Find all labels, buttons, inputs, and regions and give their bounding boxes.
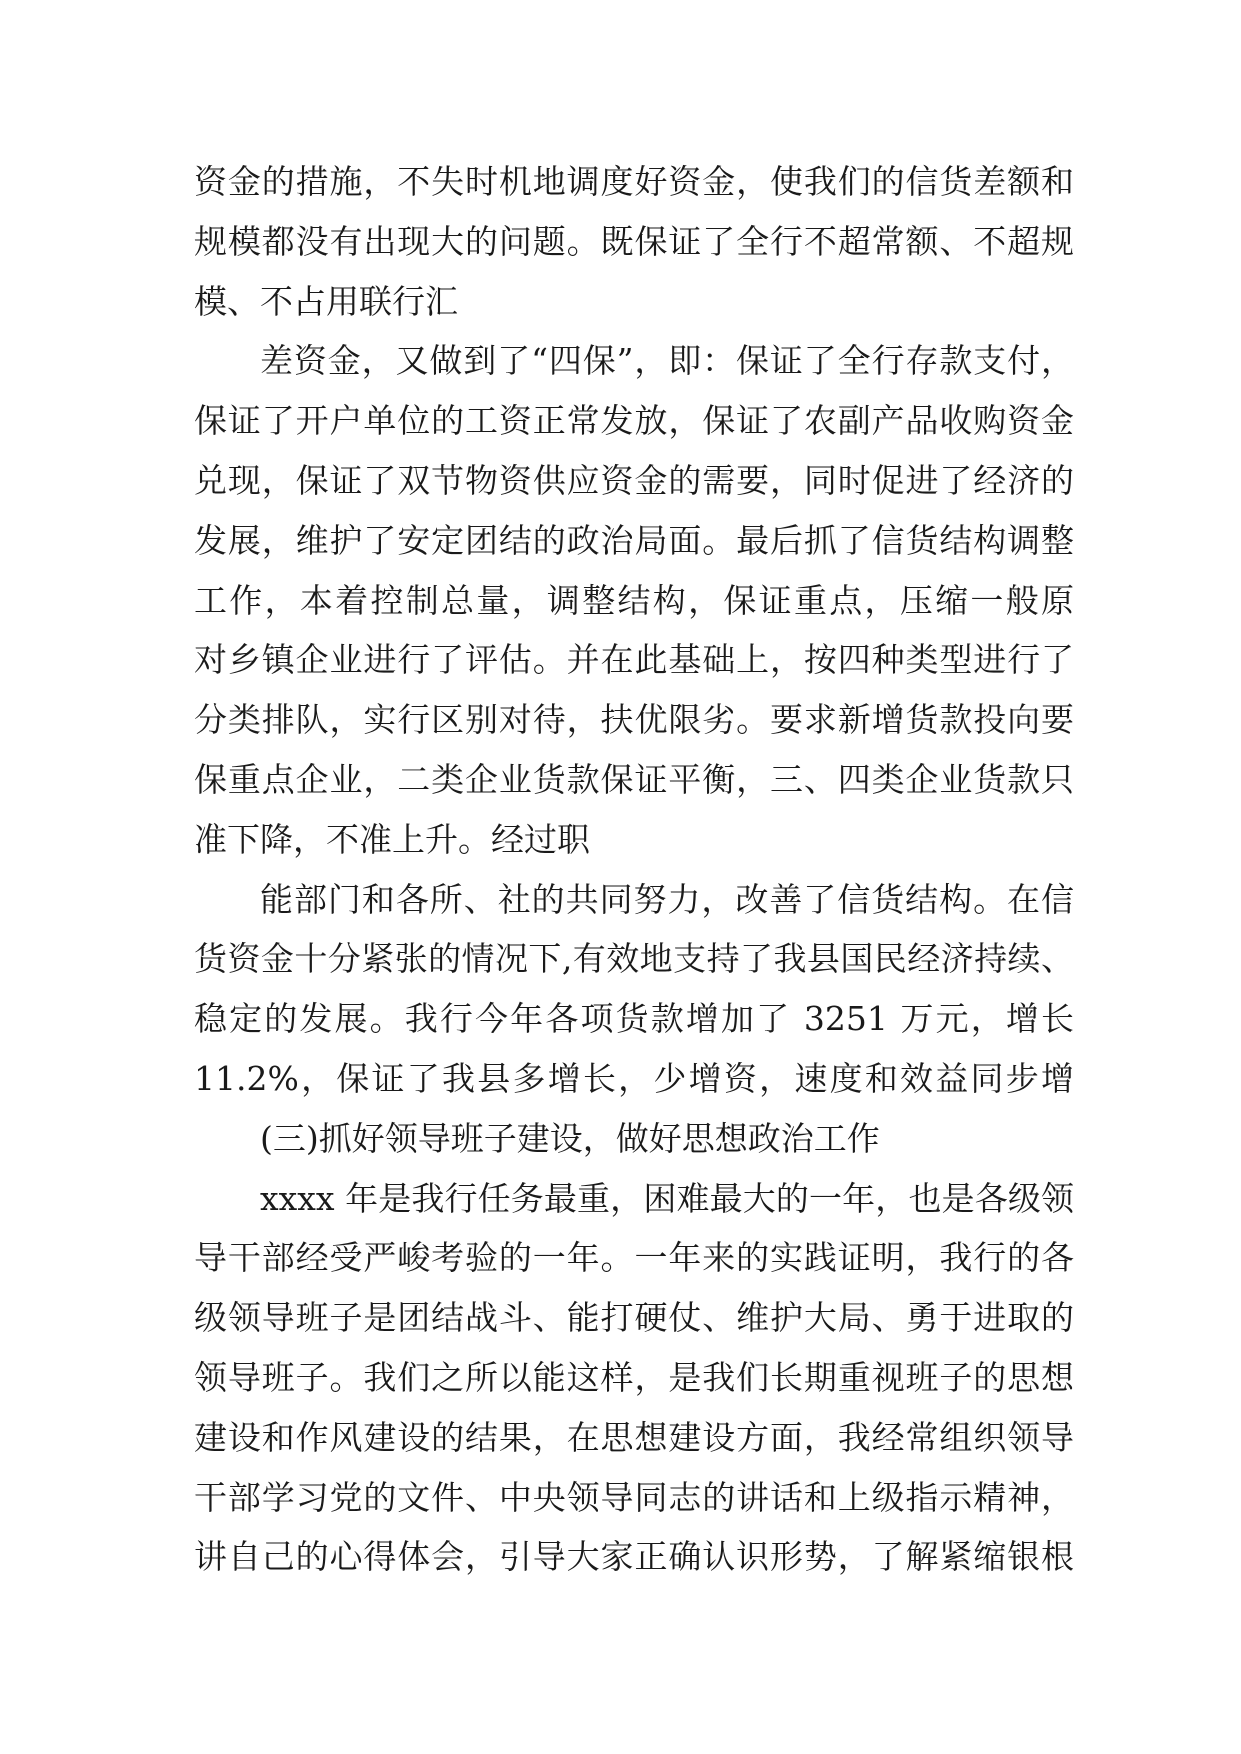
text-line: (三)抓好领导班子建设，做好思想政治工作 (260, 1118, 880, 1158)
text-line: 工作，本着控制总量，调整结构，保证重点，压缩一般原 (194, 580, 1074, 620)
text-line: xxxx 年是我行任务最重，困难最大的一年，也是各级领 (260, 1178, 1074, 1218)
text-line: 货资金十分紧张的情况下,有效地支持了我县国民经济持续、 (194, 939, 1074, 979)
body-text (194, 152, 1074, 1587)
text-line: 领导班子。我们之所以能这样，是我们长期重视班子的思想 (194, 1357, 1074, 1397)
text-line: 干部学习党的文件、中央领导同志的讲话和上级指示精神， (194, 1477, 1074, 1517)
text-line: 保重点企业，二类企业货款保证平衡，三、四类企业货款只 (194, 759, 1074, 799)
text-line: 稳定的发展。我行今年各项货款增加了 3251 万元，增长 (194, 999, 1074, 1039)
text-line: 能部门和各所、社的共同努力，改善了信货结构。在信 (260, 879, 1074, 919)
text-line: 模、不占用联行汇 (194, 281, 458, 321)
text-line: 对乡镇企业进行了评估。并在此基础上，按四种类型进行了 (194, 640, 1074, 680)
text-line: 资金的措施，不失时机地调度好资金，使我们的信货差额和 (194, 162, 1074, 201)
text-line: 保证了开户单位的工资正常发放，保证了农副产品收购资金 (194, 401, 1074, 441)
text-line: 建设和作风建设的结果，在思想建设方面，我经常组织领导 (194, 1417, 1074, 1457)
text-line: 准下降，不准上升。经过职 (194, 819, 590, 859)
text-line: 兑现，保证了双节物资供应资金的需要，同时促进了经济的 (194, 460, 1074, 500)
text-line: 发展，维护了安定团结的政治局面。最后抓了信货结构调整 (194, 520, 1074, 560)
text-line: 讲自己的心得体会，引导大家正确认识形势，了解紧缩银根 (194, 1537, 1074, 1577)
text-line: 差资金，又做到了“四保”，即：保证了全行存款支付， (260, 341, 1074, 381)
text-line: 11.2%，保证了我县多增长，少增资，速度和效益同步增 (194, 1058, 1074, 1098)
text-line: 级领导班子是团结战斗、能打硬仗、维护大局、勇于进取的 (194, 1298, 1074, 1338)
text-line: 规模都没有出现大的问题。既保证了全行不超常额、不超规 (194, 221, 1074, 261)
text-line: 导干部经受严峻考验的一年。一年来的实践证明，我行的各 (194, 1238, 1074, 1278)
text-line: 分类排队，实行区别对待，扶优限劣。要求新增货款投向要 (194, 700, 1074, 740)
